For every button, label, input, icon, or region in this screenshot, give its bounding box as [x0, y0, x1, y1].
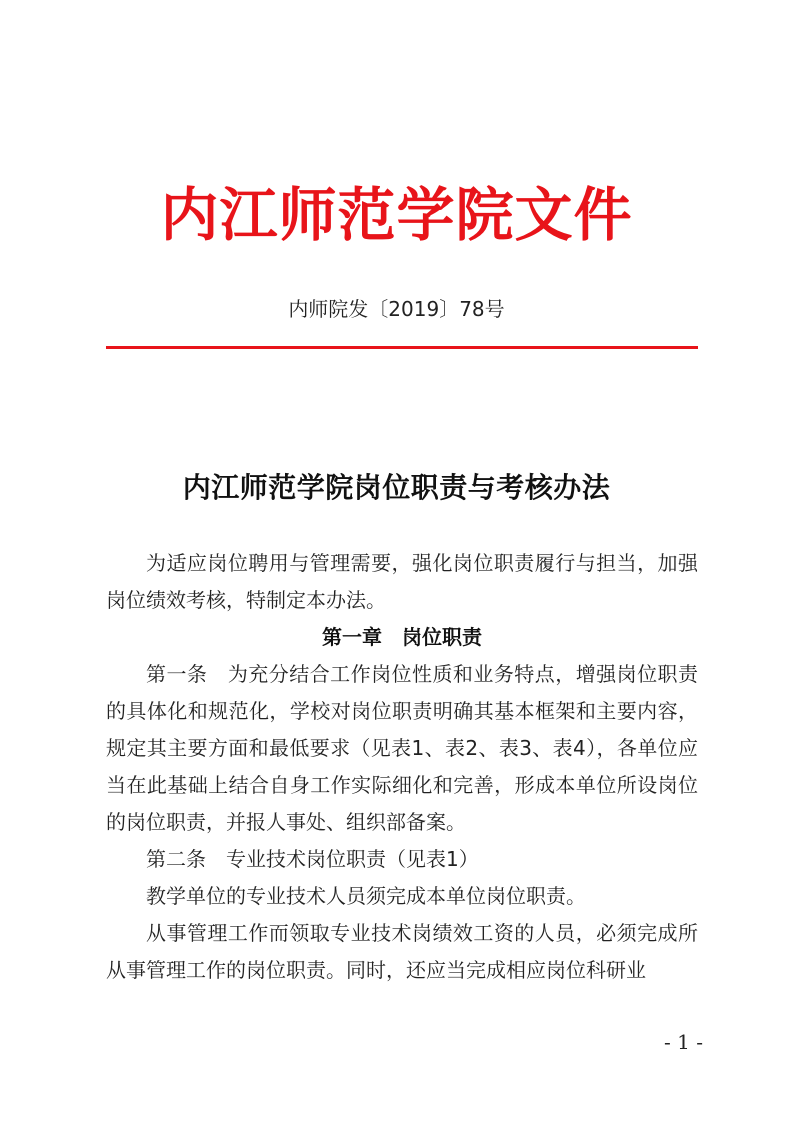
body-paragraph: 教学单位的专业技术人员须完成本单位岗位职责。: [146, 884, 586, 908]
issuer-header-title: 内江师范学院文件: [160, 181, 633, 249]
document-number: 内师院发〔2019〕78号: [288, 297, 505, 321]
article-2-paragraph: 第二条 专业技术岗位职责（见表1）: [146, 847, 479, 871]
body-paragraph: 从事管理工作而领取专业技术岗绩效工资的人员，必须完成所从事管理工作的岗位职责。同时，还应当完成相应岗位科研业: [106, 921, 698, 982]
chapter-heading: 第一章 岗位职责: [322, 625, 482, 649]
document-body: [106, 545, 698, 989]
page-number: - 1 -: [664, 1030, 703, 1054]
preamble-paragraph: 为适应岗位聘用与管理需要，强化岗位职责履行与担当，加强岗位绩效考核，特制定本办法。: [106, 551, 698, 612]
article-1-paragraph: 第一条 为充分结合工作岗位性质和业务特点，增强岗位职责的具体化和规范化，学校对岗位职责明确其基本框架和主要内容，规定其主要方面和最低要求（见表1、表2、表3、表4），各单位应当在此基础上结合自身工作实际细化和完善，形成本单位所设岗位的岗位职责，并报人事处、组织部备案。: [106, 662, 698, 834]
red-divider-line: [106, 346, 698, 349]
document-title: 内江师范学院岗位职责与考核办法: [182, 471, 611, 504]
